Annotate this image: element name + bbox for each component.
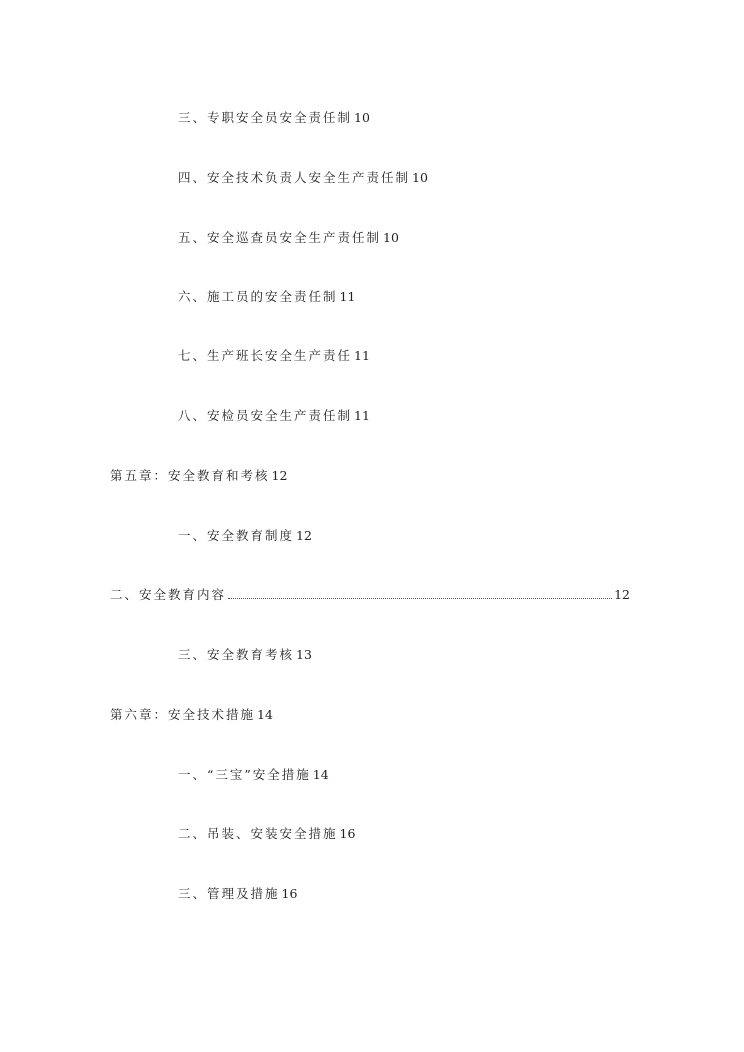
toc-entry[interactable] <box>178 886 297 902</box>
toc-entry[interactable] <box>178 528 312 544</box>
toc-entry-page: 13 <box>296 647 312 662</box>
toc-entry-label: 二、安全教育内容 <box>110 587 227 602</box>
toc-entry-page: 14 <box>312 767 329 782</box>
toc-entry-label: 三、专职安全员安全责任制 <box>178 110 353 125</box>
toc-entry-label: 七、生产班长安全生产责任 <box>178 348 353 363</box>
toc-entry-label: 八、安检员安全生产责任制 <box>178 408 353 423</box>
toc-entry-page: 11 <box>339 289 356 304</box>
toc-entry[interactable] <box>178 767 329 783</box>
toc-chapter-entry[interactable] <box>110 468 287 484</box>
toc-entry-label: 一、安全教育制度 <box>178 528 295 543</box>
toc-chapter-entry[interactable] <box>110 707 273 723</box>
toc-entry[interactable] <box>178 289 355 305</box>
toc-entry-label: 六、施工员的安全责任制 <box>178 289 338 304</box>
toc-entry-label: 第五章：安全教育和考核 <box>110 468 270 483</box>
toc-entry-page: 12 <box>614 587 630 602</box>
toc-entry-page: 11 <box>354 348 370 363</box>
toc-entry-page: 16 <box>281 886 298 901</box>
toc-entry[interactable] <box>178 110 370 126</box>
toc-entry-label: 一、“三宝”安全措施 <box>178 767 311 782</box>
toc-entry[interactable] <box>178 348 370 364</box>
toc-entry[interactable] <box>178 230 399 246</box>
toc-entry-label: 四、安全技术负责人安全生产责任制 <box>178 170 411 185</box>
dot-leader <box>228 598 612 599</box>
toc-entry-page: 10 <box>383 230 399 245</box>
toc-entry-page: 10 <box>354 110 370 125</box>
toc-entry-label: 五、安全巡查员安全生产责任制 <box>178 230 382 245</box>
toc-entry-label: 三、安全教育考核 <box>178 647 295 662</box>
toc-entry-label: 二、吊装、安装安全措施 <box>178 826 338 841</box>
toc-entry-page: 14 <box>257 707 273 722</box>
toc-entry[interactable] <box>178 170 428 186</box>
toc-entry-label: 第六章：安全技术措施 <box>110 707 256 722</box>
toc-entry-page: 11 <box>354 408 370 423</box>
toc-entry[interactable] <box>178 826 355 842</box>
toc-entry[interactable] <box>178 647 312 663</box>
toc-entry-page: 16 <box>339 826 356 841</box>
toc-entry-page: 12 <box>271 468 288 483</box>
toc-entry-page: 10 <box>412 170 428 185</box>
toc-entry[interactable] <box>178 408 370 424</box>
toc-dotted-entry[interactable] <box>110 587 630 603</box>
toc-entry-label: 三、管理及措施 <box>178 886 280 901</box>
toc-entry-page: 12 <box>296 528 312 543</box>
